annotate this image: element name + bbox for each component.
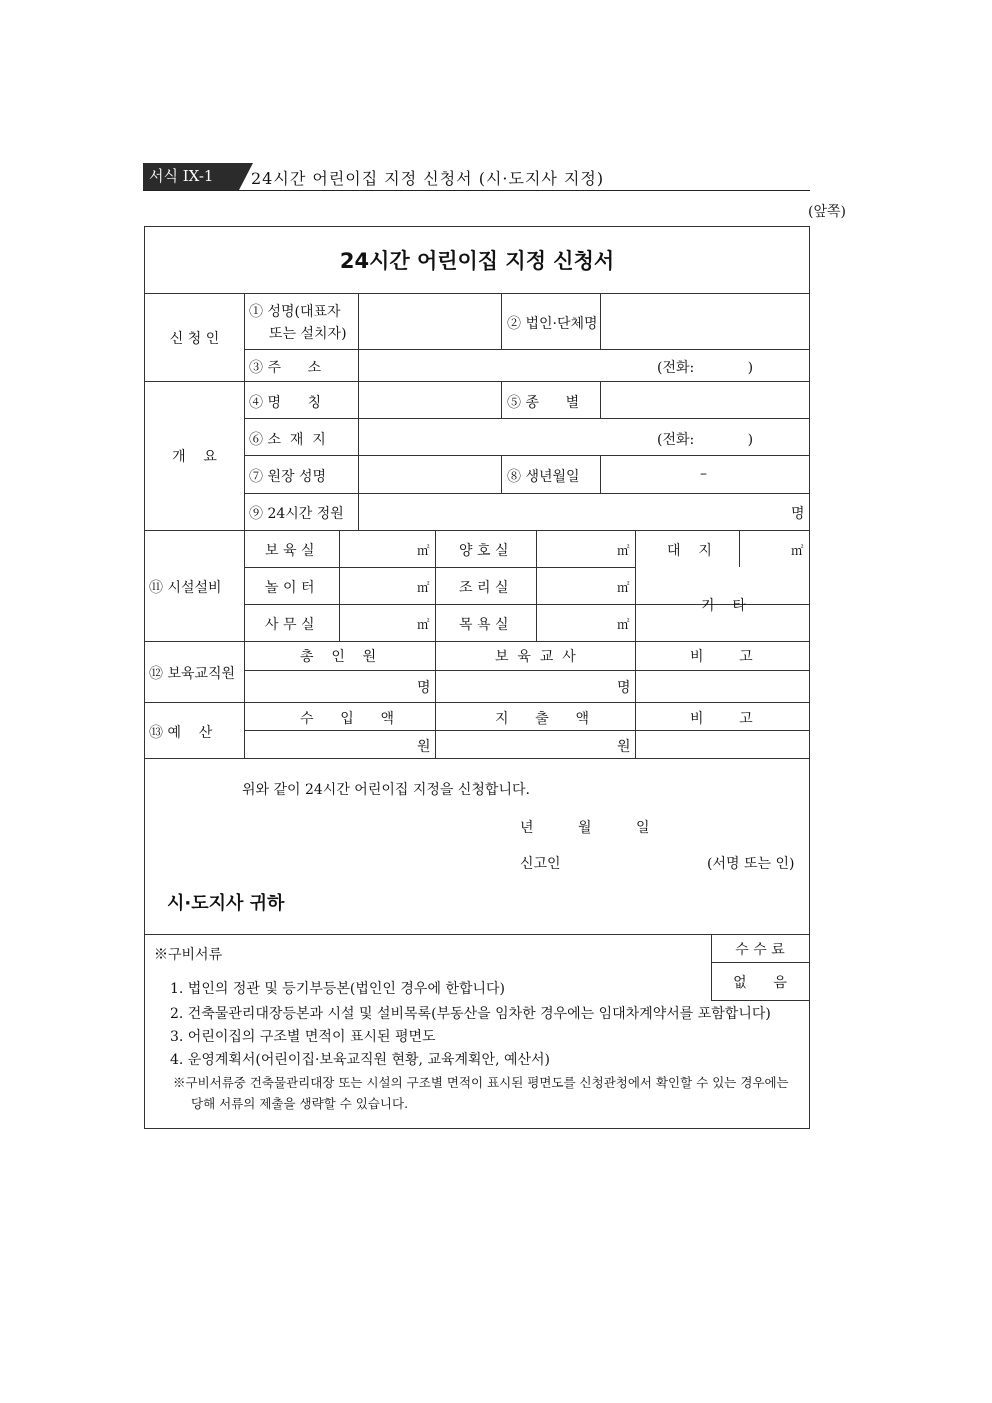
facility-name-label: ④ 명 칭	[249, 395, 322, 411]
budget-remarks-header: 비 고	[690, 711, 753, 727]
applicant-section-label: 신 청 인	[169, 331, 220, 347]
divider	[244, 670, 809, 671]
addressee: 시·도지사 귀하	[167, 893, 285, 914]
fee-label: 수 수 료	[735, 942, 785, 958]
capacity-label: ⑨ 24시간 정원	[249, 506, 344, 522]
divider	[501, 293, 502, 349]
budget-unit: 원	[417, 739, 431, 755]
divider	[600, 455, 601, 493]
applicant-phone: (전화: )	[657, 360, 754, 376]
budget-expense-header: 지 출 액	[495, 711, 589, 727]
header-rule	[143, 190, 810, 191]
application-form	[144, 226, 810, 1129]
declaration-date: 년 월 일	[520, 820, 650, 836]
divider	[435, 530, 436, 758]
capacity-unit: 명	[791, 506, 805, 522]
divider	[339, 530, 340, 641]
facility-room-label: 양 호 실	[459, 543, 509, 559]
divider	[145, 758, 809, 759]
form-title: 24시간 어린이집 지정 신청서	[339, 249, 615, 273]
budget-unit: 원	[617, 739, 631, 755]
declaration-text: 위와 같이 24시간 어린이집 지정을 신청합니다.	[242, 782, 530, 798]
staff-unit: 명	[617, 680, 631, 696]
birth-date-dash: –	[700, 466, 707, 482]
documents-note-continued: 당해 서류의 제출을 생략할 수 있습니다.	[191, 1096, 409, 1111]
divider	[358, 293, 359, 530]
document-item: 1. 법인의 정관 및 등기부등본(법인인 경우에 한합니다)	[170, 981, 505, 997]
facility-room-label: 대 지	[667, 543, 712, 559]
signature-label: (서명 또는 인)	[707, 856, 795, 872]
facilities-section-label: ⑪ 시설설비	[149, 580, 222, 596]
staff-teacher-header: 보 육 교 사	[495, 649, 576, 665]
documents-note: ※구비서류중 건축물관리대장 또는 시설의 구조별 면적이 표시된 평면도를 신청관청에서 확인할 수 있는 경우에는	[173, 1075, 789, 1090]
area-unit: ㎡	[417, 617, 430, 632]
divider	[739, 530, 740, 567]
divider	[501, 455, 502, 493]
staff-section-label: ⑫ 보육교직원	[149, 666, 236, 682]
area-unit: ㎡	[617, 580, 630, 595]
staff-total-header: 총 인 원	[300, 649, 377, 665]
form-number-tag: 서식 IX-1	[143, 163, 239, 190]
front-page-label: (앞쪽)	[808, 204, 846, 220]
divider	[244, 730, 809, 731]
divider	[244, 455, 809, 456]
document-item: 3. 어린이집의 구조별 면적이 표시된 평면도	[170, 1029, 436, 1045]
area-unit: ㎡	[417, 580, 430, 595]
birth-date-label: ⑧ 생년월일	[507, 469, 580, 485]
area-unit: ㎡	[417, 543, 430, 558]
location-label: ⑥ 소 재 지	[249, 432, 326, 448]
area-unit: ㎡	[617, 617, 630, 632]
document-item: 4. 운영계획서(어린이집·보육교직원 현황, 교육계획안, 예산서)	[170, 1052, 551, 1068]
facility-room-label: 조 리 실	[459, 580, 509, 596]
divider	[244, 493, 809, 494]
form-header-title: 24시간 어린이집 지정 신청서 (시·도지사 지정)	[251, 169, 605, 188]
staff-unit: 명	[417, 680, 431, 696]
staff-remarks-header: 비 고	[690, 649, 753, 665]
budget-income-header: 수 입 액	[300, 711, 394, 727]
form-header	[143, 163, 810, 191]
divider	[600, 381, 601, 418]
overview-section-label: 개 요	[172, 449, 217, 465]
divider	[536, 530, 537, 641]
divider	[145, 934, 809, 935]
director-name-label: ⑦ 원장 성명	[249, 469, 326, 485]
facility-type-label: ⑤ 종 별	[507, 395, 580, 411]
facility-room-label: 사 무 실	[265, 617, 315, 633]
required-documents-heading: ※구비서류	[154, 947, 223, 963]
divider	[501, 381, 502, 418]
applicant-name-label-2: 또는 설치자)	[269, 326, 347, 342]
divider	[711, 1000, 809, 1001]
applicant-name-label: ① 성명(대표자	[249, 304, 341, 320]
facility-other-label: 기 타	[701, 598, 746, 614]
budget-section-label: ⑬ 예 산	[149, 725, 213, 741]
fee-value: 없 음	[733, 975, 787, 991]
area-unit: ㎡	[791, 543, 804, 558]
document-item: 2. 건축물관리대장등본과 시설 및 설비목록(부동산을 임차한 경우에는 임대차계약서를 포함합니다)	[170, 1006, 771, 1022]
divider	[244, 349, 809, 350]
facility-room-label: 놀 이 터	[265, 580, 315, 596]
divider	[600, 293, 601, 349]
divider	[244, 293, 245, 758]
facility-room-label: 목 욕 실	[459, 617, 509, 633]
divider	[711, 962, 809, 963]
facility-phone: (전화: )	[657, 432, 754, 448]
address-label: ③ 주 소	[249, 360, 322, 376]
facility-room-label: 보 육 실	[265, 543, 315, 559]
corporation-name-label: ② 법인·단체명	[507, 316, 598, 332]
declarant-label: 신고인	[520, 856, 561, 872]
divider	[635, 530, 636, 758]
divider	[244, 567, 635, 568]
divider	[244, 418, 809, 419]
area-unit: ㎡	[617, 543, 630, 558]
